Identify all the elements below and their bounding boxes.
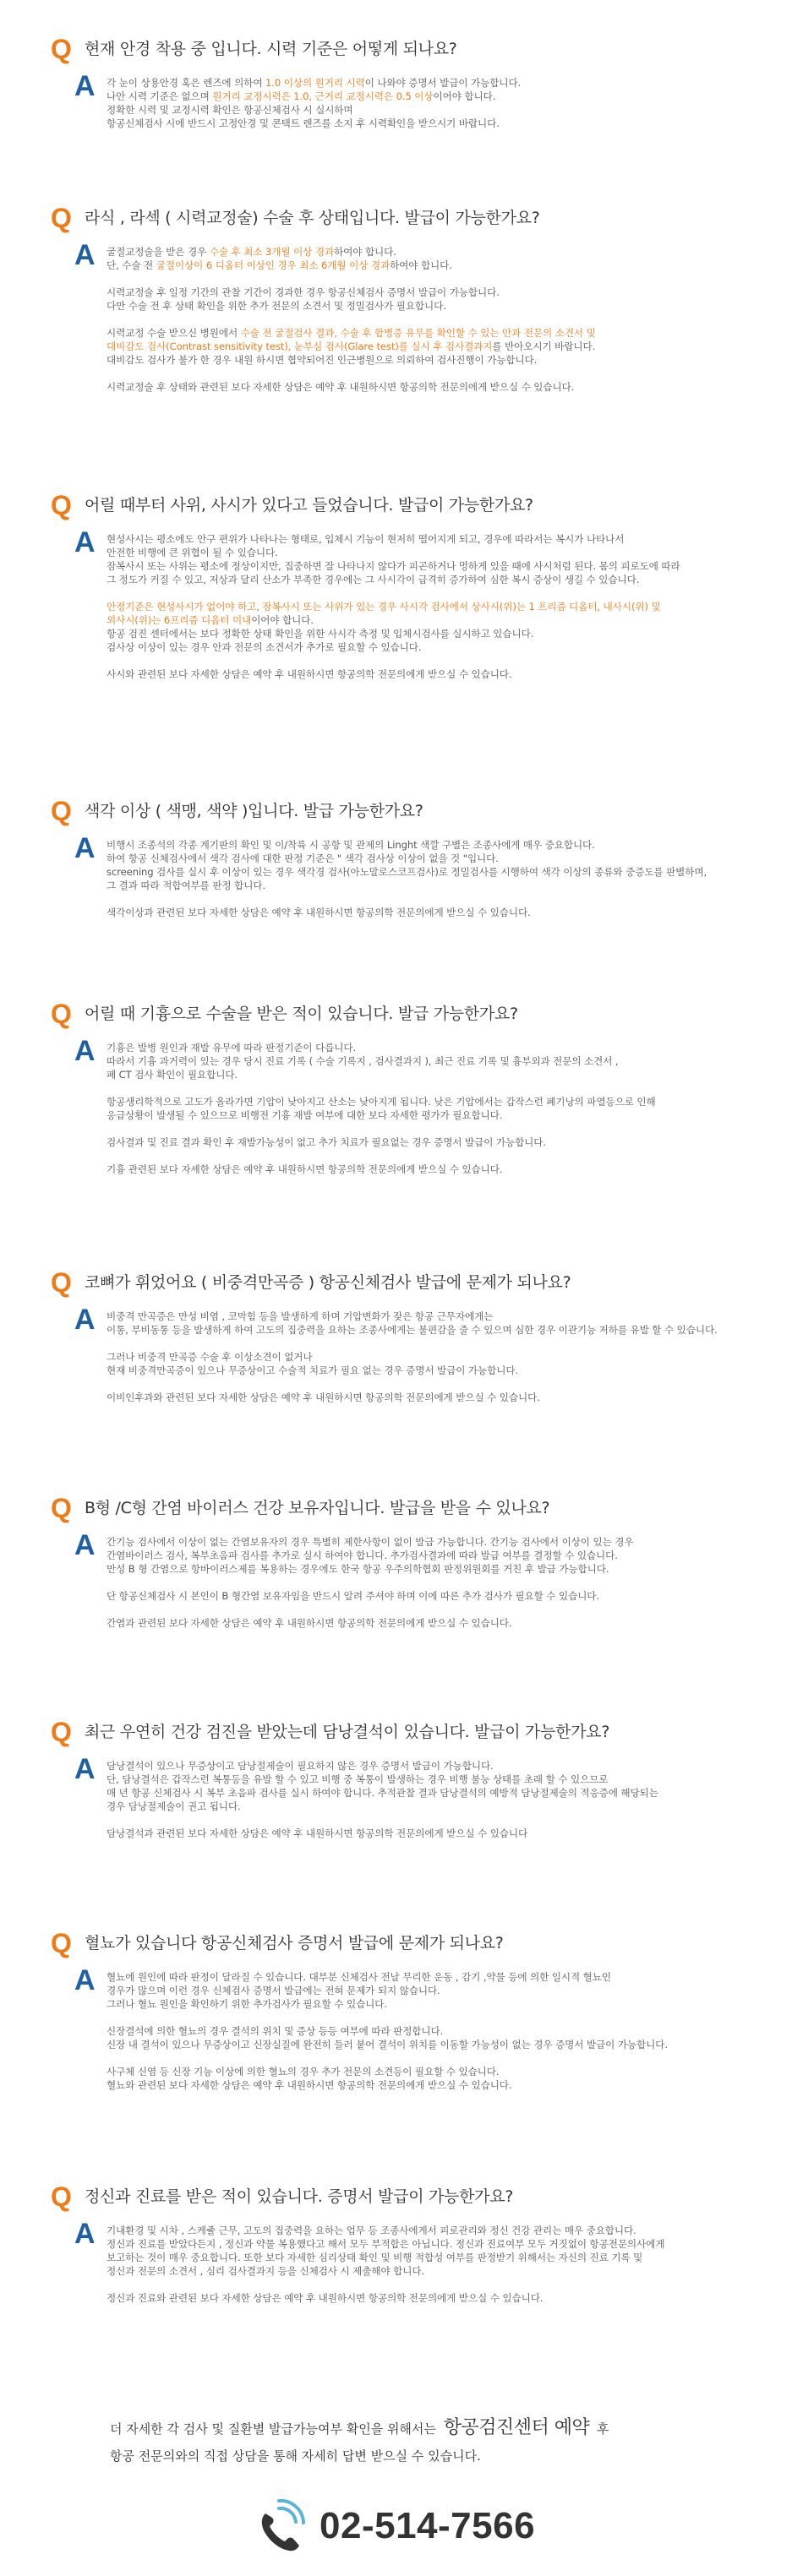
answer-text: 정신과 전문의 소견서 , 심리 검사결과지 등을 신체검사 시 제출해야 합니다. bbox=[107, 2265, 425, 2277]
answer-text: 비행시 조종석의 각종 계기판의 확인 및 이/착륙 시 공항 및 관제의 Linght 색깔 구별은 조종사에게 매우 중요합니다. bbox=[107, 839, 595, 851]
answer-text: 대비감도 검사가 불가 한 경우 내원 하시면 협약되어진 인근병원으로 의뢰하여 검사진행이 가능합니다. bbox=[107, 354, 538, 366]
question-row bbox=[51, 997, 518, 1031]
answer-text: 사구체 신염 등 신장 기능 이상에 의한 혈뇨의 경우 추가 전문의 소견등이 필요할 수 있습니다. bbox=[107, 2066, 500, 2078]
answer-line bbox=[107, 1068, 766, 1081]
answer-line bbox=[107, 1562, 766, 1576]
answer-paragraph bbox=[107, 76, 766, 130]
answer-body bbox=[107, 1310, 766, 1404]
answer-line bbox=[107, 906, 766, 919]
answer-line bbox=[107, 2024, 766, 2038]
answer-line bbox=[107, 546, 766, 559]
answer-text: 혈뇨에 원인에 따라 판정이 달라질 수 있습니다. 대부분 신체검사 전날 무리한 운동 , 감기 ,약물 등에 의한 일시적 혈뇨인 bbox=[107, 1971, 611, 1983]
answer-text: 안전한 비행에 큰 위협이 될 수 있습니다. bbox=[107, 547, 278, 558]
answer-line bbox=[107, 1800, 766, 1813]
answer-paragraph bbox=[107, 380, 766, 394]
answer-text: 간염과 관련된 보다 자세한 상담은 예약 후 내원하시면 항공의학 전문의에게 받으실 수 있습니다. bbox=[107, 1617, 512, 1629]
answer-line bbox=[107, 2251, 766, 2264]
answer-line bbox=[107, 879, 766, 892]
answer-text: 폐 CT 검사 확인이 필요합니다. bbox=[107, 1069, 238, 1081]
answer-paragraph bbox=[107, 1391, 766, 1404]
answer-text: 각 눈이 상용안경 혹은 렌즈에 의하여 bbox=[107, 77, 266, 89]
answer-paragraph bbox=[107, 1136, 766, 1149]
answer-paragraph bbox=[107, 245, 766, 272]
callout-prefix: 더 자세한 각 검사 및 질환별 발급가능여부 확인을 위해서는 bbox=[110, 2421, 436, 2437]
answer-text: 이 나와야 증명서 발급이 가능합니다. bbox=[364, 77, 522, 89]
answer-marker: A bbox=[74, 1304, 96, 1336]
answer-line bbox=[107, 838, 766, 852]
question-marker: Q bbox=[51, 1717, 72, 1747]
answer-text: 기흉 관련된 보다 자세한 상담은 예약 후 내원하시면 항공의학 전문의에게 받으실 수 있습니다. bbox=[107, 1163, 503, 1175]
answer-text: 보고하는 것이 매우 중요합니다. 또한 보다 자세한 심리상태 확인 및 비행 적합성 여부를 판정받기 위해서는 자신의 진료 기록 및 bbox=[107, 2252, 643, 2263]
answer-line bbox=[107, 573, 766, 586]
answer-paragraph bbox=[107, 667, 766, 681]
answer-text: 그 결과 따라 적합여부를 판정 합니다. bbox=[107, 880, 266, 891]
answer-text: 이통, 부비동통 등을 발생하게 하여 고도의 집중력을 요하는 조종사에게는 불편감을 줄 수 있으며 심한 경우 이관기능 저하를 유발 할 수 있습니다. bbox=[107, 1324, 718, 1336]
question-marker: Q bbox=[51, 796, 72, 826]
question-marker: Q bbox=[51, 1928, 72, 1958]
question-text: 어릴 때 기흉으로 수술을 받은 적이 있습니다. 발급 가능한가요? bbox=[85, 1005, 518, 1023]
answer-body bbox=[107, 1970, 766, 2092]
answer-text: 시력교정술 후 상태와 관련된 보다 자세한 상담은 예약 후 내원하시면 항공의학 전문의에게 받으실 수 있습니다. bbox=[107, 381, 575, 393]
answer-text: 기내환경 및 시차 , 스케쥴 근무, 고도의 집중력을 요하는 업무 등 조종사에게서 피로관리와 정신 건강 관리는 매우 중요합니다. bbox=[107, 2225, 636, 2236]
answer-text: 매 년 항공 신체검사 시 복부 초음파 검사를 실시 하여야 합니다. 추적관찰 결과 담낭결석의 예방적 담낭절제술의 적응증에 해당되는 bbox=[107, 1787, 658, 1799]
phone-icon bbox=[254, 2497, 313, 2556]
answer-marker: A bbox=[74, 2218, 96, 2250]
answer-paragraph bbox=[107, 1589, 766, 1603]
answer-line bbox=[107, 245, 766, 259]
answer-text: 만성 B 형 간염으로 항바이러스제를 복용하는 경우에도 한국 항공 우주의학협회 판정위원회를 거친 후 발급 가능합니다. bbox=[107, 1563, 609, 1575]
answer-text: screening 검사를 실시 후 이상이 있는 경우 색각경 검사(아노말로스코프검사)로 정밀검사를 시행하여 색각 이상의 종류와 중증도를 판별하며, bbox=[107, 866, 707, 878]
answer-body bbox=[107, 1535, 766, 1630]
answer-line bbox=[107, 117, 766, 130]
answer-body bbox=[107, 2224, 766, 2305]
answer-text: 단, 담낭결석은 갑작스런 복통등을 유발 할 수 있고 비행 중 복통이 발생하는 경우 비행 불능 상태를 초래 할 수 있으므로 bbox=[107, 1773, 609, 1785]
answer-text: 단 항공신체검사 시 본인이 B 형간염 보유자임을 반드시 알려 주셔야 하며 이에 따른 추가 검사가 필요할 수 있습니다. bbox=[107, 1590, 599, 1602]
answer-marker: A bbox=[74, 239, 96, 271]
answer-text: 를 반아오시기 바랍니다. bbox=[492, 340, 596, 352]
answer-line bbox=[107, 559, 766, 573]
answer-line bbox=[107, 1136, 766, 1149]
answer-text: 현성사시는 평소에도 안구 편위가 나타나는 형태로, 입체시 기능이 현저히 떨어지게 되고, 경우에 따라서는 복시가 나타나서 bbox=[107, 533, 625, 545]
answer-line bbox=[107, 1759, 766, 1773]
answer-line bbox=[107, 1970, 766, 1984]
answer-text: 따라서 기흉 과거력이 있는 경우 당시 진료 기록 ( 수술 기록지 , 검사결과지 ), 최근 진료 기록 및 흉부외과 전문의 소견서 , bbox=[107, 1055, 619, 1067]
highlighted-text: 원거리 교정시력은 1.0, 근거리 교정시력은 0.5 이상 bbox=[212, 90, 434, 102]
answer-body bbox=[107, 1759, 766, 1840]
answer-text: 하여 항공 신체검사에서 색각 검사에 대한 판정 기준은 " 색각 검사상 이상이 없을 것 "입니다. bbox=[107, 852, 499, 864]
question-text: 어릴 때부터 사위, 사시가 있다고 들었습니다. 발급이 가능한가요? bbox=[85, 496, 533, 515]
answer-line bbox=[107, 1391, 766, 1404]
answer-line bbox=[107, 2078, 766, 2092]
question-text: 최근 우연히 건강 검진을 받았는데 담낭결석이 있습니다. 발급이 가능한가요? bbox=[85, 1723, 610, 1741]
answer-text: 잠복사시 또는 사위는 평소에 정상이지만, 집중하면 잘 나타나지 않다가 피곤하거나 멍하게 있을 때에 사시처럼 된다. 몸의 피로도에 따라 bbox=[107, 560, 680, 572]
answer-line bbox=[107, 353, 766, 367]
answer-text: 신장 내 결석이 있으나 무증상이고 신장실질에 완전히 들러 붙어 결석이 위치를 이동할 가능성이 없는 경우 증명서 발급이 가능합니다. bbox=[107, 2039, 668, 2050]
answer-line bbox=[107, 1108, 766, 1122]
highlighted-text: 1.0 이상의 원거리 시력 bbox=[265, 77, 365, 89]
answer-line bbox=[107, 2224, 766, 2237]
question-text: 정신과 진료를 받은 적이 있습니다. 증명서 발급이 가능한가요? bbox=[85, 2187, 514, 2206]
answer-line bbox=[107, 1041, 766, 1054]
answer-marker: A bbox=[74, 1964, 96, 1996]
answer-line bbox=[107, 627, 766, 640]
answer-paragraph bbox=[107, 1616, 766, 1630]
answer-line bbox=[107, 76, 766, 90]
answer-text: 시력교정 수술 받으신 병원에서 bbox=[107, 327, 241, 339]
answer-text: 이어야 합니다. bbox=[433, 90, 496, 102]
answer-text: 다만 수술 전 후 상태 확인을 위한 추가 전문의 소견서 및 정밀검사가 필요합니다. bbox=[107, 300, 446, 312]
answer-paragraph bbox=[107, 906, 766, 919]
answer-line bbox=[107, 1323, 766, 1337]
callout-line-1 bbox=[110, 2416, 752, 2441]
answer-text: 정신과 진료를 받았다든지 , 정신과 약물 복용했다고 해서 모두 부적합은 아닙니다. 정신과 진료여부 모두 거짓없이 항공전문의사에게 bbox=[107, 2238, 665, 2250]
answer-text: 검사상 이상이 있는 경우 안과 전문의 소견서가 추가로 필요할 수 있습니다. bbox=[107, 641, 422, 653]
answer-text: 나안 시력 기준은 없으며 bbox=[107, 90, 213, 102]
answer-line bbox=[107, 1984, 766, 1997]
question-text: B형 /C형 간염 바이러스 건강 보유자입니다. 발급을 받을 수 있나요? bbox=[85, 1499, 550, 1517]
answer-line bbox=[107, 1364, 766, 1377]
answer-text: 담낭결석이 있으나 무증상이고 담낭절제술이 필요하지 않은 경우 증명서 발급이 가능합니다. bbox=[107, 1760, 494, 1772]
question-marker: Q bbox=[51, 490, 72, 520]
answer-line bbox=[107, 380, 766, 394]
answer-line bbox=[107, 1589, 766, 1603]
consultation-callout bbox=[110, 2416, 752, 2466]
answer-paragraph bbox=[107, 1350, 766, 1377]
answer-line bbox=[107, 1535, 766, 1549]
answer-paragraph bbox=[107, 1759, 766, 1813]
highlighted-text: 굴절이상이 6 디옵터 이상인 경우 최소 6개월 이상 경과 bbox=[156, 259, 391, 271]
phone-contact[interactable] bbox=[254, 2497, 535, 2556]
question-marker: Q bbox=[51, 999, 72, 1029]
answer-line bbox=[107, 2264, 766, 2278]
answer-line bbox=[107, 600, 766, 613]
question-text: 색각 이상 ( 색맹, 색약 )입니다. 발급 가능한가요? bbox=[85, 802, 423, 820]
answer-text: 항공신체검사 시에 반드시 고정안경 및 콘택트 렌즈를 소지 후 시력확인을 받으시기 바랍니다. bbox=[107, 117, 500, 129]
answer-paragraph bbox=[107, 1535, 766, 1576]
answer-text: 그 정도가 커질 수 있고, 저상과 달리 산소가 부족한 경우에는 그 사시각이 급격히 증가하여 심한 복시 증상이 생길 수 있습니다. bbox=[107, 574, 640, 585]
highlighted-text: 수술 후 최소 3개월 이상 경과 bbox=[209, 246, 335, 258]
answer-body bbox=[107, 838, 766, 919]
answer-line bbox=[107, 1095, 766, 1108]
answer-body bbox=[107, 532, 766, 681]
answer-line bbox=[107, 667, 766, 681]
answer-line bbox=[107, 286, 766, 299]
answer-line bbox=[107, 259, 766, 272]
answer-text: 항공생리학적으로 고도가 올라가면 기압이 낮아지고 산소는 낮아지게 됩니다. 낮은 기압에서는 갑작스런 폐기낭의 파열등으로 인해 bbox=[107, 1096, 656, 1108]
answer-line bbox=[107, 1616, 766, 1630]
answer-text: 간염바이러스 검사, 복부초음파 검사를 추가로 실시 하여야 합니다. 추가검사결과에 따라 발급 여부를 결정할 수 있습니다. bbox=[107, 1549, 618, 1561]
highlighted-text: 외사시(위)는 6프리즘 디옵터 미내 bbox=[107, 614, 252, 626]
answer-paragraph bbox=[107, 1163, 766, 1176]
answer-paragraph bbox=[107, 1041, 766, 1081]
answer-line bbox=[107, 852, 766, 865]
callout-suffix: 후 bbox=[597, 2421, 609, 2437]
answer-text: 사시와 관련된 보다 자세한 상담은 예약 후 내원하시면 항공의학 전문의에게 받으실 수 있습니다. bbox=[107, 668, 512, 680]
answer-paragraph bbox=[107, 1827, 766, 1840]
answer-line bbox=[107, 1310, 766, 1323]
answer-text: 경우 담낭절제술이 권고 됩니다. bbox=[107, 1800, 241, 1812]
answer-text: 하여야 합니다. bbox=[334, 246, 396, 258]
answer-paragraph bbox=[107, 2291, 766, 2305]
answer-text: 항공 검진 센터에서는 보다 정확한 상태 확인을 위한 사시각 측정 및 입체시검사를 실시하고 있습니다. bbox=[107, 628, 534, 640]
answer-line bbox=[107, 2065, 766, 2078]
highlighted-text: 안정기준은 현성사시가 없어야 하고, 잠복사시 또는 사위가 있는 경우 사시각 검사에서 상사시(위)는 1 프리즘 디옵터, 내사시(위) 및 bbox=[107, 601, 661, 613]
answer-paragraph bbox=[107, 1095, 766, 1122]
answer-text: 경우가 많으며 이런 경우 신체검사 증명서 발급에는 전혀 문제가 되지 않습니다. bbox=[107, 1985, 440, 1996]
answer-line bbox=[107, 1997, 766, 2011]
answer-paragraph bbox=[107, 532, 766, 586]
answer-line bbox=[107, 640, 766, 654]
answer-text: 기흉은 발병 원인과 재발 유무에 따라 판정기준이 다릅니다. bbox=[107, 1042, 357, 1054]
question-row bbox=[51, 2180, 513, 2214]
question-text: 라식 , 라섹 ( 시력교정술) 수술 후 상태입니다. 발급이 가능한가요? bbox=[85, 209, 540, 227]
answer-text: 굴절교정술을 받은 경우 bbox=[107, 246, 210, 258]
answer-text: 담낭결석과 관련된 보다 자세한 상담은 예약 후 내원하시면 항공의학 전문의에게 받으실 수 있습니다 bbox=[107, 1827, 528, 1839]
answer-text: 이어야 합니다. bbox=[251, 614, 314, 626]
answer-text: 시력교정술 후 일정 기간의 관찰 기간이 경과한 경우 항공신체검사 증명서 발급이 가능합니다. bbox=[107, 286, 500, 298]
answer-marker: A bbox=[74, 1035, 96, 1067]
answer-text: 하여야 합니다. bbox=[390, 259, 452, 271]
answer-text: 정신과 진료와 관련된 보다 자세한 상담은 예약 후 내원하시면 항공의학 전문의에게 받으실 수 있습니다. bbox=[107, 2292, 544, 2304]
answer-text: 이비인후과와 관련된 보다 자세한 상담은 예약 후 내원하시면 항공의학 전문의에게 받으실 수 있습니다. bbox=[107, 1391, 540, 1403]
question-marker: Q bbox=[51, 34, 72, 64]
answer-line bbox=[107, 1827, 766, 1840]
answer-line bbox=[107, 613, 766, 627]
answer-line bbox=[107, 1549, 766, 1562]
answer-line bbox=[107, 532, 766, 546]
answer-text: 응급상황이 발생될 수 있으므로 비행전 기흉 재발 여부에 대한 보다 자세한 평가가 필요합니다. bbox=[107, 1109, 503, 1121]
answer-line bbox=[107, 1163, 766, 1176]
answer-line bbox=[107, 103, 766, 117]
answer-line bbox=[107, 1054, 766, 1068]
phone-number[interactable]: 02-514-7566 bbox=[320, 2505, 536, 2546]
question-marker: Q bbox=[51, 1493, 72, 1523]
answer-text: 색각이상과 관련된 보다 자세한 상담은 예약 후 내원하시면 항공의학 전문의에게 받으실 수 있습니다. bbox=[107, 907, 531, 918]
answer-marker: A bbox=[74, 526, 96, 558]
question-row bbox=[51, 201, 540, 235]
answer-text: 신장결석에 의한 혈뇨의 경우 결석의 위치 및 증상 등등 여부에 따라 판정합니다. bbox=[107, 2025, 444, 2037]
answer-paragraph bbox=[107, 1310, 766, 1337]
answer-line bbox=[107, 326, 766, 340]
question-marker: Q bbox=[51, 203, 72, 233]
answer-text: 간기능 검사에서 이상이 없는 간염보유자의 경우 특별히 제한사항이 없이 발급 가능합니다. 간기능 검사에서 이상이 있는 경우 bbox=[107, 1536, 634, 1548]
answer-line bbox=[107, 2291, 766, 2305]
answer-paragraph bbox=[107, 326, 766, 367]
question-text: 혈뇨가 있습니다 항공신체검사 증명서 발급에 문제가 되나요? bbox=[85, 1934, 504, 1952]
answer-line bbox=[107, 1350, 766, 1364]
highlighted-text: 대비감도 검사(Contrast sensitivity test), 눈부심 검사(Glare test)를 실시 후 검사결과지 bbox=[107, 340, 493, 352]
answer-line bbox=[107, 1786, 766, 1800]
question-marker: Q bbox=[51, 1267, 72, 1298]
answer-text: 단, 수술 전 bbox=[107, 259, 156, 271]
question-row bbox=[51, 488, 533, 522]
answer-body bbox=[107, 245, 766, 394]
question-text: 현재 안경 착용 중 입니다. 시력 기준은 어떻게 되나요? bbox=[85, 40, 457, 58]
answer-paragraph bbox=[107, 2024, 766, 2051]
answer-line bbox=[107, 865, 766, 879]
question-text: 코뼈가 휘었어요 ( 비중격만곡증 ) 항공신체검사 발급에 문제가 되나요? bbox=[85, 1273, 571, 1292]
callout-line-2: 항공 전문의와의 직접 상담을 통해 자세히 답변 받으실 수 있습니다. bbox=[110, 2448, 481, 2464]
answer-paragraph bbox=[107, 2224, 766, 2278]
question-row bbox=[51, 32, 457, 66]
answer-text: 그러나 비중격 만곡증 수술 후 이상소견이 없거나 bbox=[107, 1351, 313, 1363]
question-row bbox=[51, 1266, 571, 1299]
answer-paragraph bbox=[107, 838, 766, 892]
answer-text: 정확한 시력 및 교정시력 확인은 항공신체검사 시 실시하며 bbox=[107, 104, 353, 116]
answer-paragraph bbox=[107, 2065, 766, 2092]
answer-paragraph bbox=[107, 286, 766, 313]
answer-text: 비중격 만곡증은 만성 비염 , 코막힘 등을 발생하게 하며 기압변화가 잦은 항공 근무자에게는 bbox=[107, 1310, 494, 1322]
question-row bbox=[51, 1715, 609, 1749]
question-row bbox=[51, 1926, 504, 1960]
answer-body bbox=[107, 76, 766, 130]
answer-line bbox=[107, 340, 766, 353]
answer-marker: A bbox=[74, 1753, 96, 1785]
answer-marker: A bbox=[74, 832, 96, 864]
answer-marker: A bbox=[74, 70, 96, 102]
highlighted-text: 수술 전 굴절검사 결과, 수술 후 합병증 유무를 확인할 수 있는 안과 전문의 소견서 및 bbox=[240, 327, 596, 339]
question-row bbox=[51, 794, 423, 828]
answer-line bbox=[107, 90, 766, 103]
answer-paragraph bbox=[107, 1970, 766, 2011]
answer-text: 그러나 혈뇨 원인을 확인하기 위한 추가검사가 필요할 수 있습니다. bbox=[107, 1998, 387, 2010]
answer-text: 혈뇨와 관련된 보다 자세한 상담은 예약 후 내원하시면 항공의학 전문의에게 받으실 수 있습니다. bbox=[107, 2079, 512, 2091]
question-row bbox=[51, 1491, 549, 1525]
answer-line bbox=[107, 2237, 766, 2251]
answer-line bbox=[107, 1773, 766, 1786]
answer-text: 현재 비중격만곡증이 있으나 무증상이고 수술적 치료가 필요 없는 경우 증명서 발급이 가능합니다. bbox=[107, 1364, 519, 1376]
answer-text: 검사결과 및 진료 결과 확인 후 재발가능성이 없고 추가 치료가 필요없는 경우 증명서 발급이 가능합니다. bbox=[107, 1136, 546, 1148]
answer-paragraph bbox=[107, 600, 766, 654]
reservation-emphasis: 항공검진센터 예약 bbox=[443, 2417, 590, 2438]
answer-marker: A bbox=[74, 1529, 96, 1561]
question-marker: Q bbox=[51, 2181, 72, 2212]
answer-line bbox=[107, 2038, 766, 2051]
answer-body bbox=[107, 1041, 766, 1176]
answer-line bbox=[107, 299, 766, 313]
